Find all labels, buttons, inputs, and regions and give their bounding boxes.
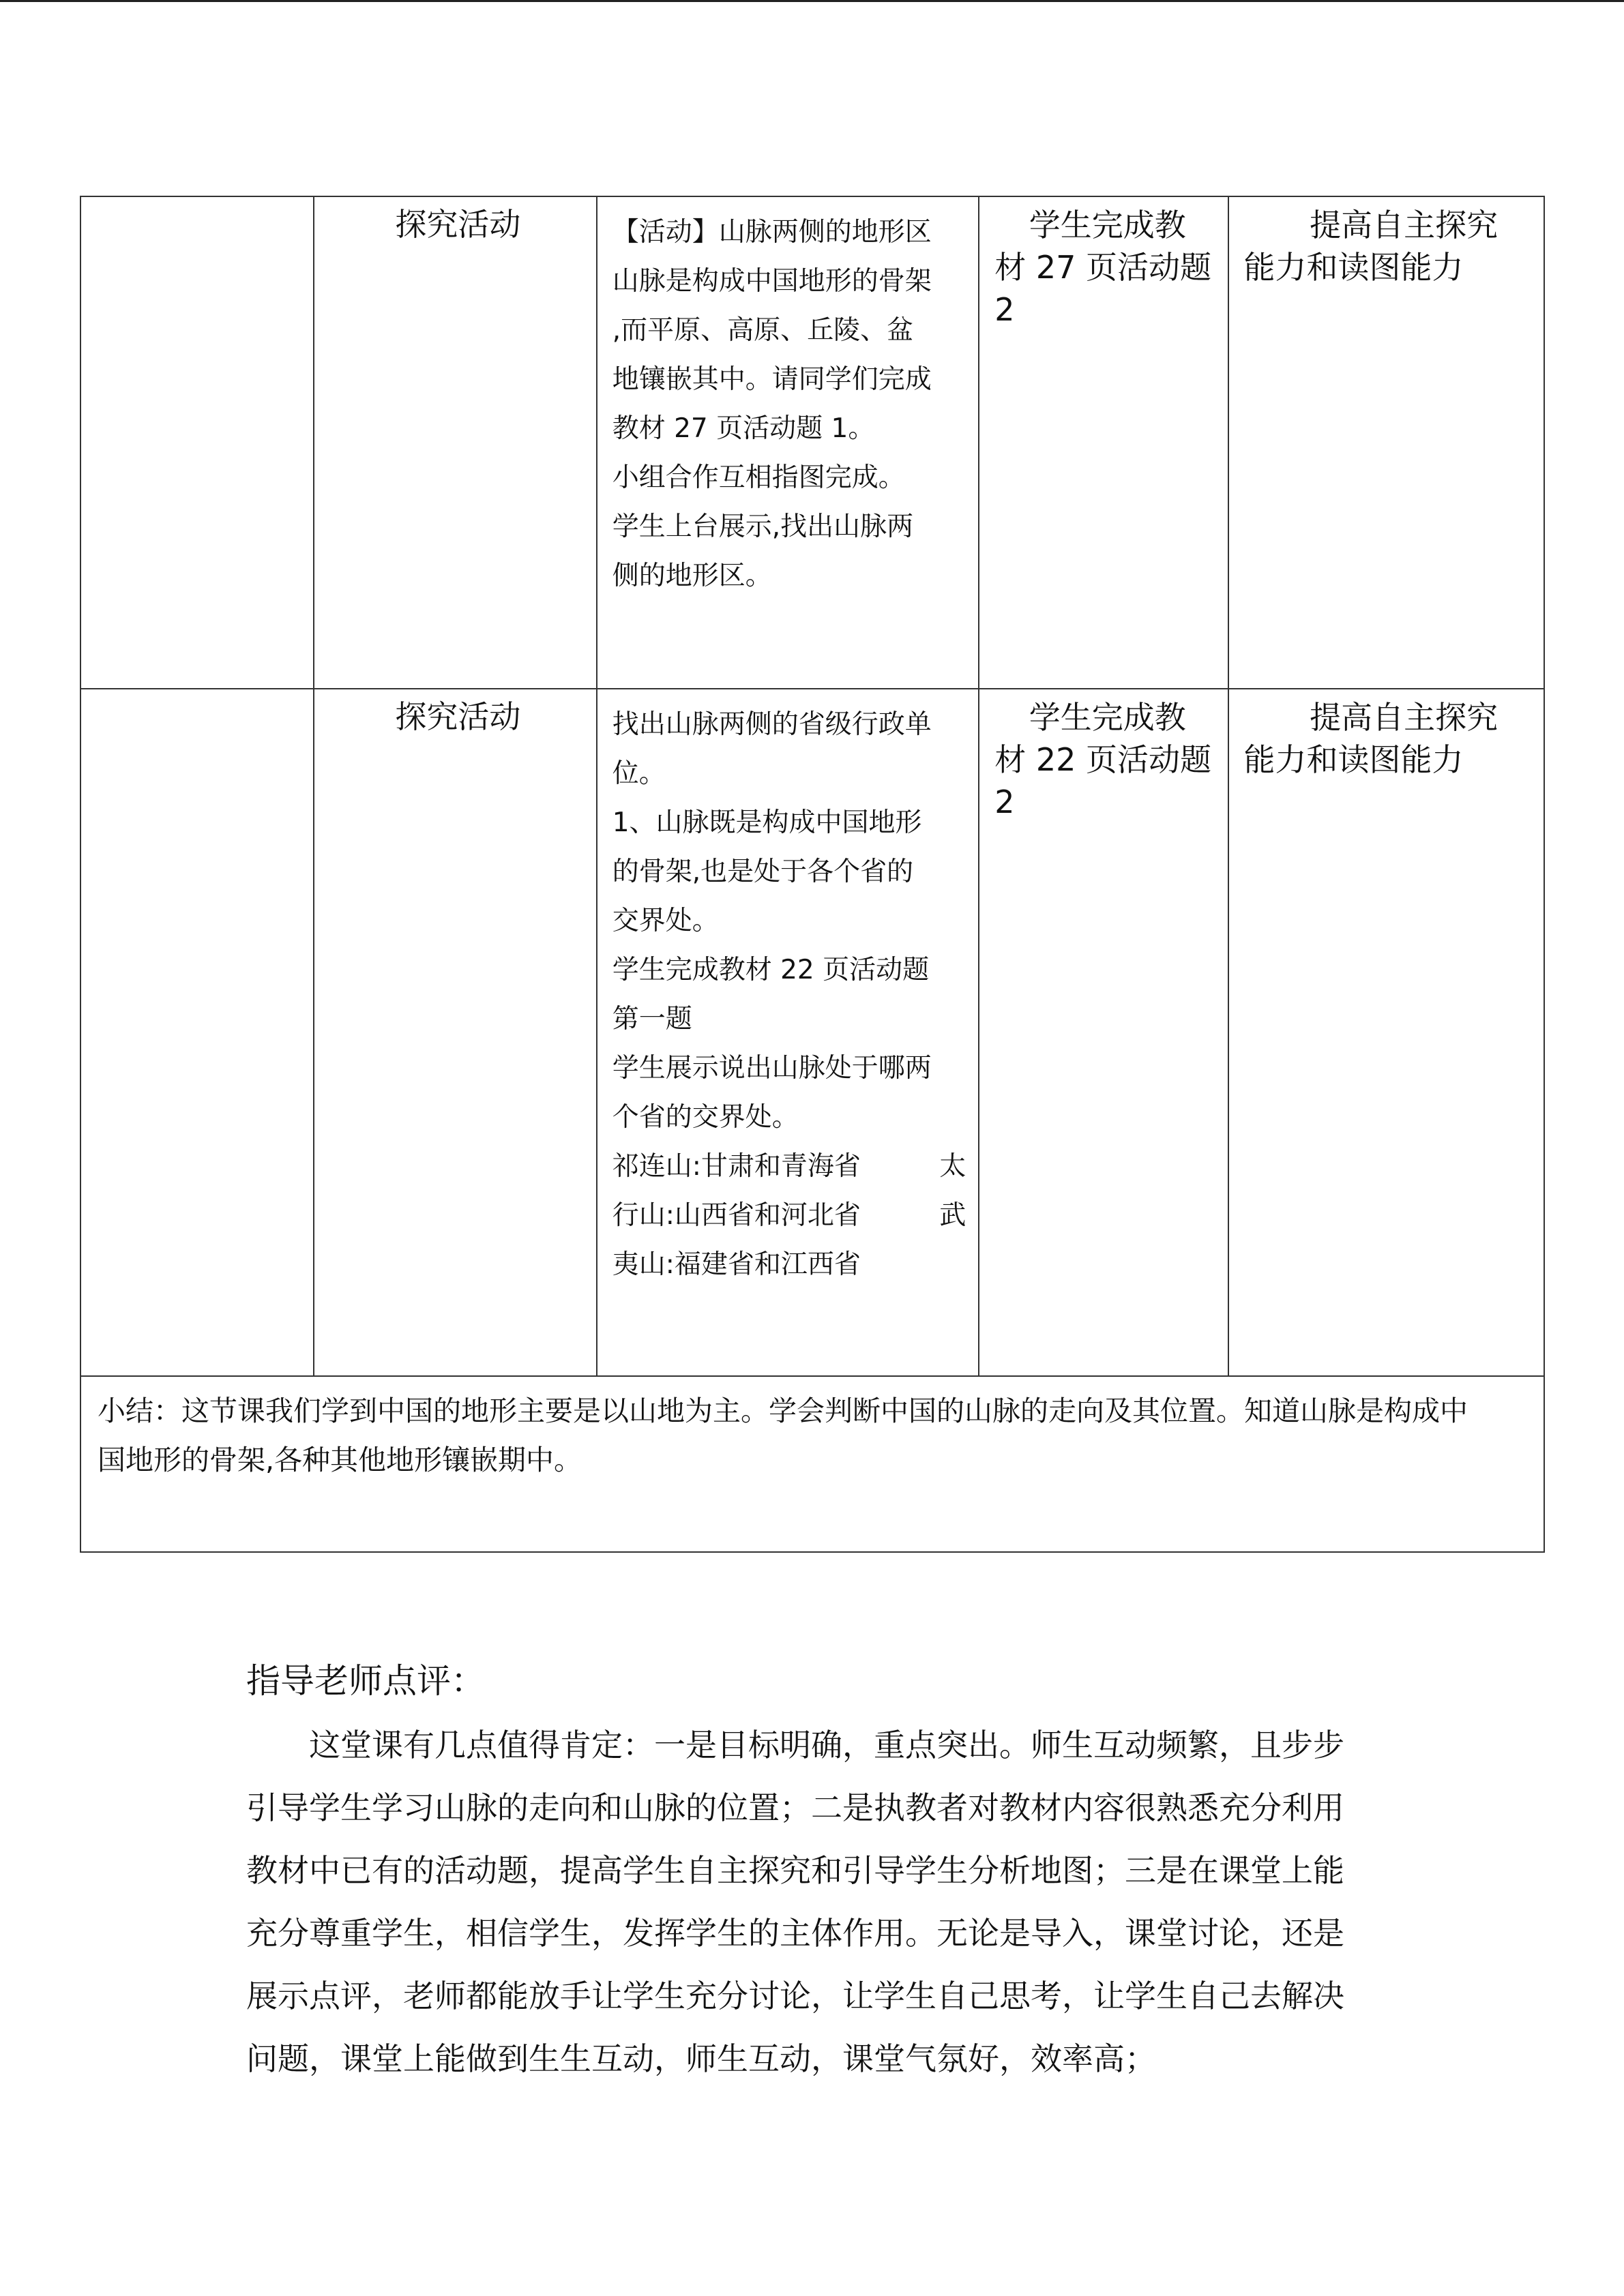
content-line: 第一题 xyxy=(612,1004,692,1034)
student-activity-line: 材 27 页活动题 xyxy=(994,249,1211,286)
activity-content xyxy=(597,689,979,1376)
content-line-right: 武 xyxy=(939,1200,966,1231)
student-activity-cell xyxy=(979,196,1228,689)
summary-line: 小结：这节课我们学到中国的地形主要是以山地为主。学会判断中国的山脉的走向及其位置。知道山脉是构成中 xyxy=(98,1395,1468,1427)
content-line xyxy=(612,1191,966,1240)
student-activity-line: 2 xyxy=(994,291,1015,328)
content-line-left: 行山:山西省和河北省 xyxy=(612,1200,861,1231)
content-line: 1、山脉既是构成中国地形 xyxy=(612,807,922,838)
section-label: 探究活动 xyxy=(314,196,596,689)
review-title: 指导老师点评： xyxy=(246,1661,485,1701)
empty-cell xyxy=(80,689,314,1376)
content-line: 的骨架,也是处于各个省的 xyxy=(612,856,914,887)
content-line: 山脉是构成中国地形的骨架 xyxy=(612,266,932,297)
summary-row xyxy=(80,1376,1544,1552)
purpose-cell xyxy=(1228,689,1544,1376)
teacher-review xyxy=(246,1654,1365,2090)
review-text: 这堂课有几点值得肯定：一是目标明确，重点突出。师生互动频繁，且步步引导学生学习山脉的走向和山脉的位置；二是执教者对教材内容很熟悉充分利用教材中已有的活动题，提高学生自主探究和引导学生分析地图；三是在课堂上能充分尊重学生，相信学生，发挥学生的主体作用。无论是导入，课堂讨论，还是展示点评，老师都能放手让学生充分讨论，让学生自己思考，让学生自己去解决问题，课堂上能做到生生互动，师生互动，课堂气氛好，效率高； xyxy=(246,1727,1344,2077)
student-activity-line: 2 xyxy=(994,784,1015,820)
table-row xyxy=(80,196,1544,689)
content-line: 学生展示说出山脉处于哪两 xyxy=(612,1053,932,1084)
empty-cell xyxy=(80,196,314,689)
content-line: 侧的地形区。 xyxy=(612,561,772,591)
content-line: 教材 27 页活动题 1。 xyxy=(612,413,875,444)
content-line-right: 太 xyxy=(939,1151,966,1182)
table-row xyxy=(80,689,1544,1376)
content-line: 学生完成教材 22 页活动题 xyxy=(612,955,930,985)
page-top-border xyxy=(0,0,1624,2)
summary-cell xyxy=(80,1376,1544,1552)
purpose-line: 提高自主探究 xyxy=(1310,699,1498,736)
student-activity-line: 材 22 页活动题 xyxy=(994,741,1211,778)
summary-line: 国地形的骨架,各种其他地形镶嵌期中。 xyxy=(98,1444,582,1476)
content-line: 个省的交界处。 xyxy=(612,1102,799,1133)
content-line-left: 祁连山:甘肃和青海省 xyxy=(612,1151,861,1182)
student-activity-line: 学生完成教 xyxy=(1029,207,1186,243)
student-activity-line: 学生完成教 xyxy=(1029,699,1186,736)
content-line xyxy=(612,1142,966,1191)
content-line: 找出山脉两侧的省级行政单 xyxy=(612,709,932,740)
activity-content xyxy=(597,196,979,689)
section-label: 探究活动 xyxy=(314,689,596,1376)
purpose-line: 能力和读图能力 xyxy=(1243,741,1464,778)
purpose-cell xyxy=(1228,196,1544,689)
content-line: 学生上台展示,找出山脉两 xyxy=(612,511,914,542)
purpose-line: 提高自主探究 xyxy=(1310,207,1498,243)
content-line: 小组合作互相指图完成。 xyxy=(612,462,905,493)
content-line: 地镶嵌其中。请同学们完成 xyxy=(612,364,932,395)
student-activity-cell xyxy=(979,689,1228,1376)
content-line: 位。 xyxy=(612,758,666,789)
content-line: 交界处。 xyxy=(612,906,719,936)
content-line: 夷山:福建省和江西省 xyxy=(612,1249,861,1280)
purpose-line: 能力和读图能力 xyxy=(1243,249,1464,286)
content-line: ,而平原、高原、丘陵、盆 xyxy=(612,315,914,346)
content-line: 【活动】山脉两侧的地形区 xyxy=(612,217,932,248)
lesson-plan-table xyxy=(80,196,1545,1553)
